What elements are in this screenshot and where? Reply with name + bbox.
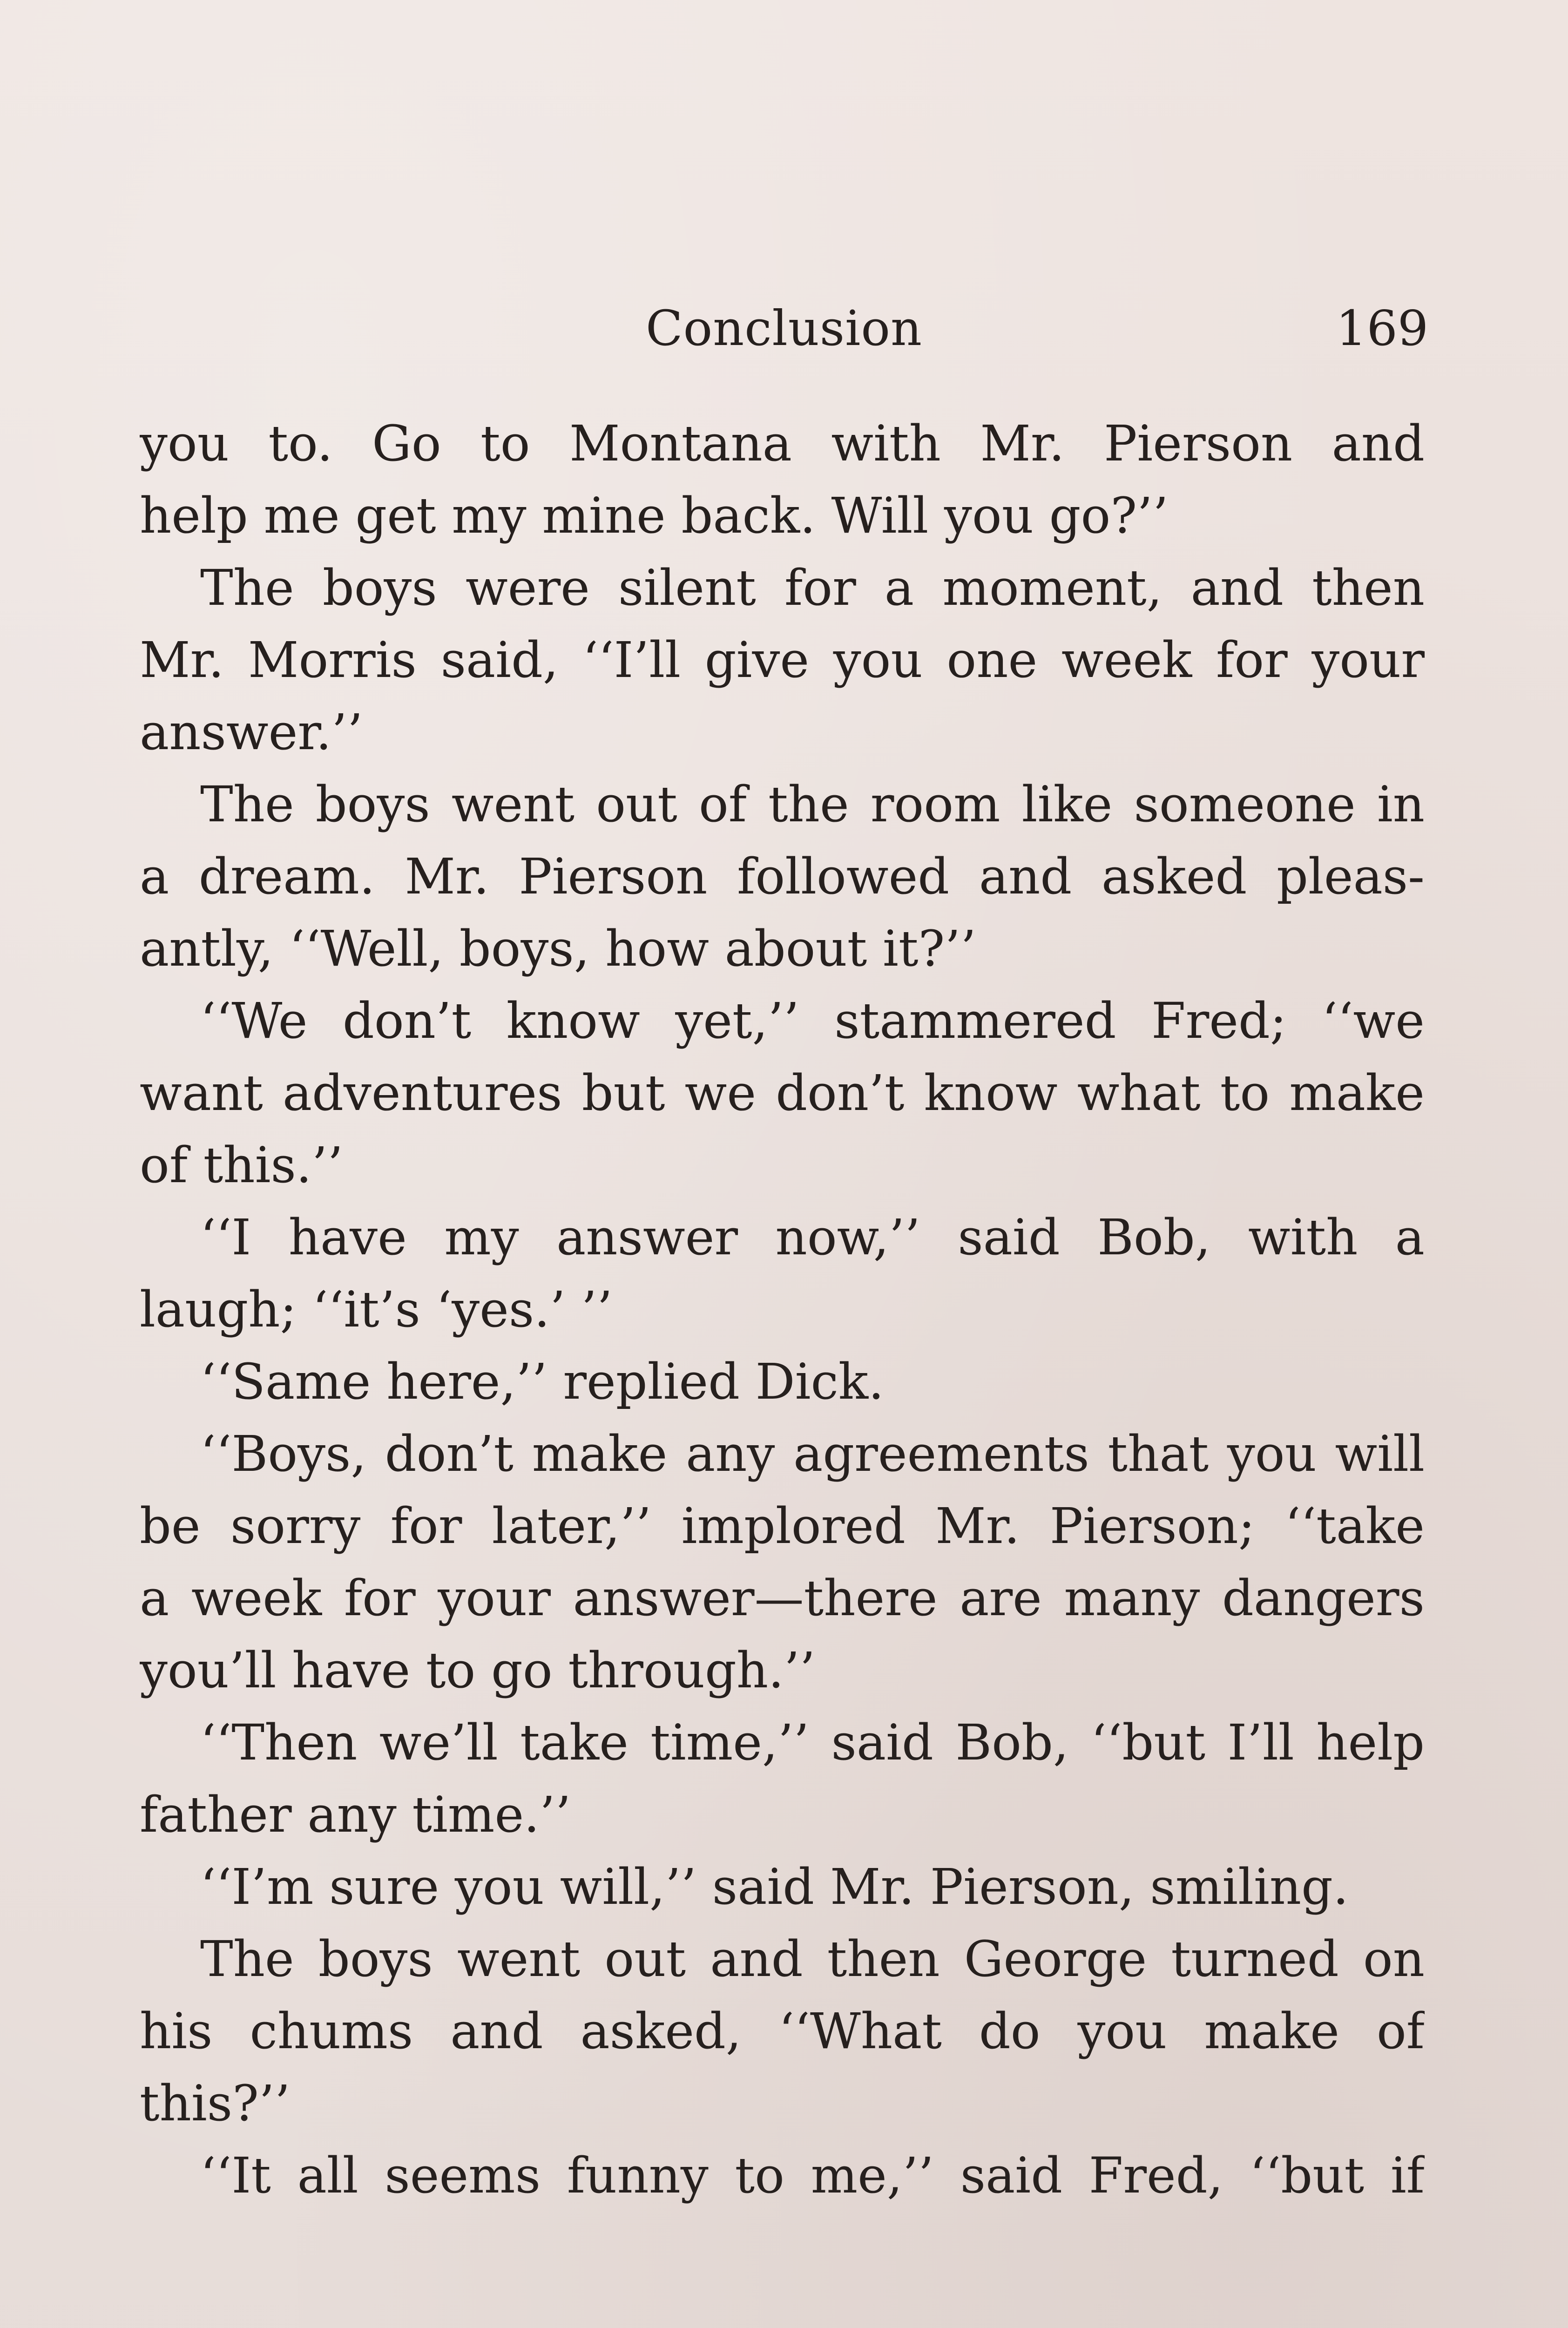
text-line: Mr. Morris said, ‘‘I’ll give you one week for your — [140, 631, 1425, 689]
text-line: this?’’ — [140, 2075, 291, 2132]
text-line: father any time.’’ — [140, 1786, 571, 1843]
text-line: help me get my mine back. Will you go?’’ — [140, 487, 1169, 544]
text-line: The boys went out of the room like someone in — [200, 776, 1425, 833]
text-line: you to. Go to Montana with Mr. Pierson and — [140, 415, 1425, 472]
text-line: a dream. Mr. Pierson followed and asked pleas- — [140, 848, 1425, 905]
text-line: ‘‘Same here,’’ replied Dick. — [200, 1353, 884, 1410]
chapter-title: Conclusion — [646, 300, 922, 357]
page-number: 169 — [1336, 300, 1428, 357]
text-line: be sorry for later,’’ implored Mr. Pierson; ‘‘take — [140, 1497, 1425, 1555]
text-line: his chums and asked, ‘‘What do you make of — [140, 2003, 1425, 2060]
text-line: a week for your answer—there are many dangers — [140, 1570, 1425, 1627]
text-line: ‘‘I’m sure you will,’’ said Mr. Pierson, smiling. — [200, 1858, 1349, 1915]
text-line: ‘‘Then we’ll take time,’’ said Bob, ‘‘but I’ll help — [200, 1714, 1425, 1771]
text-line: antly, ‘‘Well, boys, how about it?’’ — [140, 920, 976, 977]
running-head — [140, 298, 1428, 359]
text-line: ‘‘We don’t know yet,’’ stammered Fred; ‘‘we — [200, 992, 1425, 1049]
text-line: The boys went out and then George turned on — [200, 1930, 1425, 1988]
text-line: you’ll have to go through.’’ — [140, 1642, 816, 1699]
text-line: laugh; ‘‘it’s ‘yes.’ ’’ — [140, 1281, 613, 1338]
text-line: of this.’’ — [140, 1137, 343, 1194]
text-line: ‘‘I have my answer now,’’ said Bob, with a — [200, 1209, 1425, 1266]
text-line: The boys were silent for a moment, and then — [200, 559, 1425, 616]
text-line: want adventures but we don’t know what to make — [140, 1064, 1425, 1122]
body-text — [140, 407, 1425, 2212]
text-line: answer.’’ — [140, 704, 363, 761]
text-line: ‘‘Boys, don’t make any agreements that you will — [200, 1425, 1425, 1482]
text-line: ‘‘It all seems funny to me,’’ said Fred, ‘‘but if — [200, 2147, 1425, 2204]
